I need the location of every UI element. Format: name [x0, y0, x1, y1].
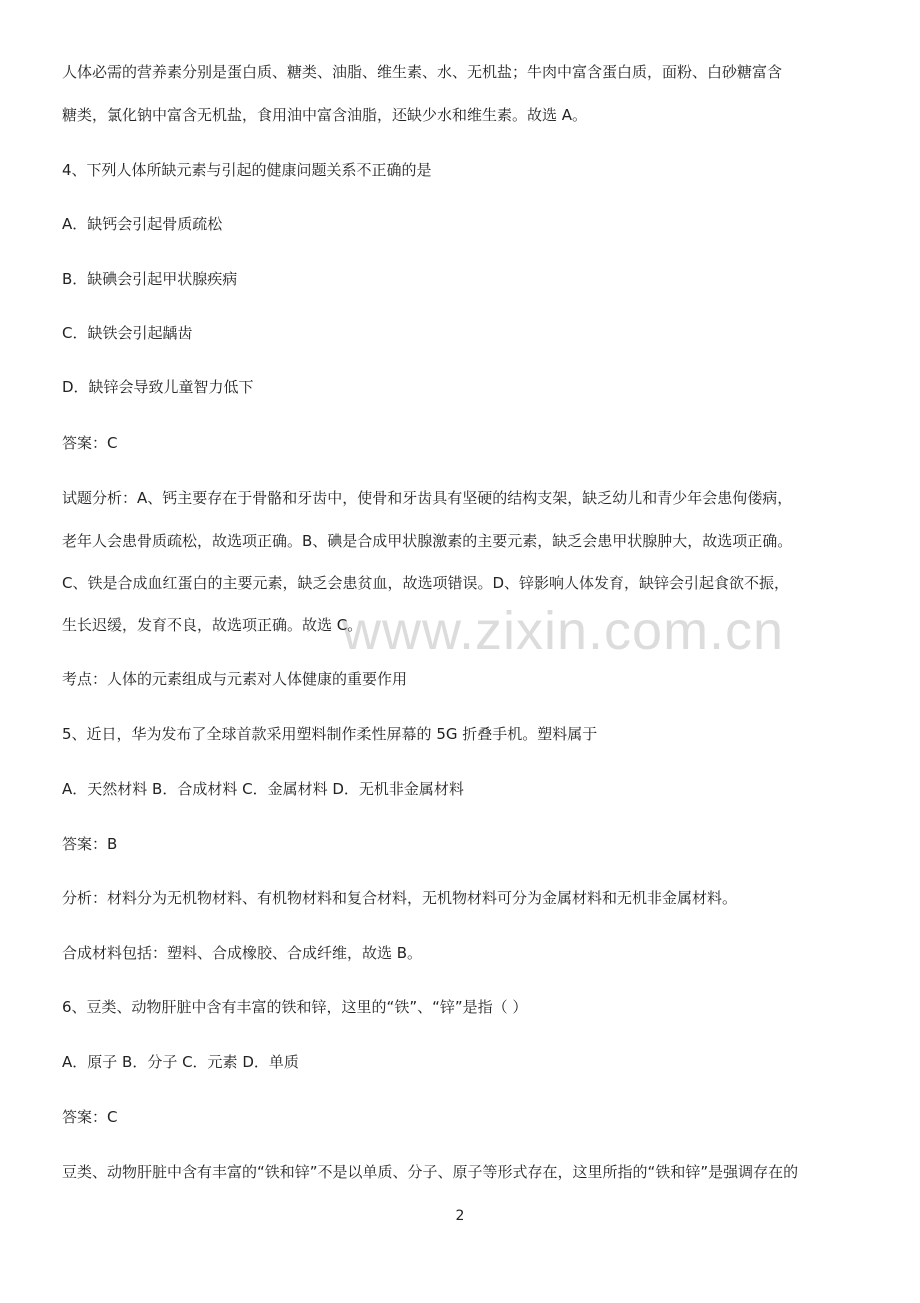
analysis-line: 合成材料包括：塑料、合成橡胶、合成纤维，故选 B。 — [62, 944, 423, 962]
watermark: www.zixin.com.cn — [342, 601, 785, 661]
answer: 答案：C — [62, 1108, 118, 1126]
explanation-line: 老年人会患骨质疏松，故选项正确。B、碘是合成甲状腺激素的主要元素，缺乏会患甲状腺肿大，故选项正确。 — [62, 532, 793, 550]
explanation-line: 生长迟缓，发育不良，故选项正确。故选 C。 — [62, 616, 363, 634]
options: A．原子 B．分子 C．元素 D．单质 — [62, 1053, 299, 1071]
options: A．天然材料 B．合成材料 C．金属材料 D．无机非金属材料 — [62, 780, 464, 798]
page-number: 2 — [455, 1208, 465, 1224]
text-line: 糖类，氯化钠中富含无机盐，食用油中富含油脂，还缺少水和维生素。故选 A。 — [62, 106, 588, 124]
option-c: C．缺铁会引起龋齿 — [62, 324, 193, 342]
answer: 答案：C — [62, 434, 118, 452]
explanation-line: 豆类、动物肝脏中含有丰富的“铁和锌”不是以单质、分子、原子等形式存在，这里所指的“铁和锌”是强调存在的 — [62, 1163, 799, 1181]
explanation-line: 试题分析：A、钙主要存在于骨骼和牙齿中，使骨和牙齿具有坚硬的结构支架，缺乏幼儿和青少年会患佝偻病， — [62, 489, 793, 507]
text-line: 人体必需的营养素分别是蛋白质、糖类、油脂、维生素、水、无机盐；牛肉中富含蛋白质，面粉、白砂糖富含 — [62, 63, 783, 81]
question-4: 4、下列人体所缺元素与引起的健康问题关系不正确的是 — [62, 161, 432, 179]
option-d: D．缺锌会导致儿童智力低下 — [62, 378, 254, 396]
explanation-line: C、铁是合成血红蛋白的主要元素，缺乏会患贫血，故选项错误。D、锌影响人体发育，缺锌会引起食欲不振， — [62, 574, 790, 592]
key-point: 考点：人体的元素组成与元素对人体健康的重要作用 — [62, 670, 408, 688]
question-5: 5、近日，华为发布了全球首款采用塑料制作柔性屏幕的 5G 折叠手机。塑料属于 — [62, 725, 598, 743]
option-a: A．缺钙会引起骨质疏松 — [62, 215, 223, 233]
analysis-line: 分析：材料分为无机物材料、有机物材料和复合材料，无机物材料可分为金属材料和无机非金属材料。 — [62, 889, 738, 907]
question-6: 6、豆类、动物肝脏中含有丰富的铁和锌，这里的“铁”、“锌”是指（ ） — [62, 998, 528, 1016]
answer: 答案：B — [62, 835, 118, 853]
option-b: B．缺碘会引起甲状腺疾病 — [62, 270, 238, 288]
